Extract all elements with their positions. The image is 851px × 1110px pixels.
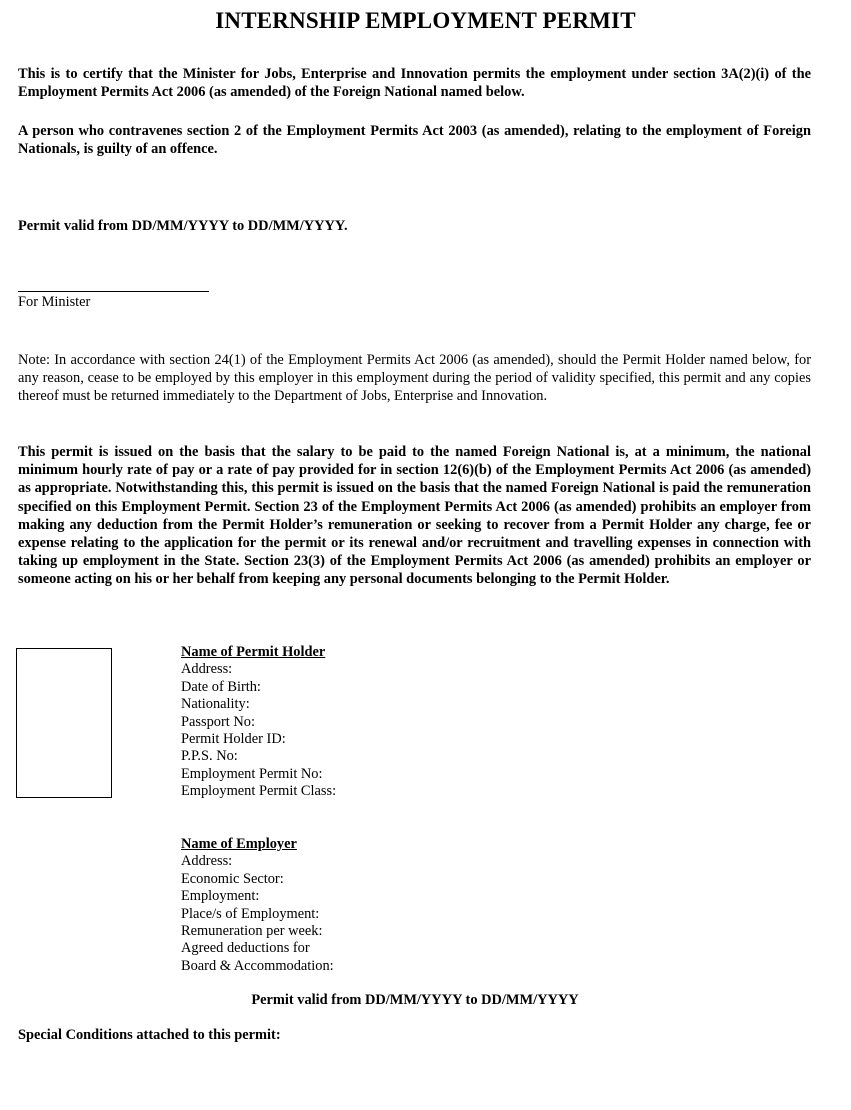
employer-heading: Name of Employer <box>181 836 297 852</box>
permit-holder-details <box>181 644 336 801</box>
permit-holder-dob: Date of Birth: <box>181 678 261 695</box>
signature-label: For Minister <box>18 294 91 310</box>
employment: Employment: <box>181 888 260 905</box>
places-of-employment: Place/s of Employment: <box>181 905 320 922</box>
signature-line <box>18 291 209 292</box>
permit-holder-nationality: Nationality: <box>181 696 250 713</box>
permit-validity-footer: Permit valid from DD/MM/YYYY to DD/MM/YYYY <box>251 992 579 1008</box>
offence-paragraph: A person who contravenes section 2 of the Employment Permits Act 2003 (as amended), relating to the employment of Foreign Nationals, is guilty of an offence. <box>18 123 811 158</box>
employment-permit-class: Employment Permit Class: <box>181 783 337 800</box>
certify-paragraph: This is to certify that the Minister for Jobs, Enterprise and Innovation permits the employment under section 3A(2)(i) of the Employment Permits Act 2006 (as amended) of the Foreign National named below. <box>18 66 811 101</box>
permit-holder-heading: Name of Permit Holder <box>181 644 326 660</box>
employment-permit-no: Employment Permit No: <box>181 765 323 782</box>
document-title: INTERNSHIP EMPLOYMENT PERMIT <box>215 8 636 33</box>
salary-paragraph: This permit is issued on the basis that the salary to be paid to the named Foreign National is, at a minimum, the national minimum hourly rate of pay or a rate of pay provided for in section 12(6)(b) of the Employment Permits Act 2006 (as amended) as appropriate. Notwithstanding this, this permit is issued on the basis that the named Foreign National is paid the remuneration specified on this Employment Permit. Section 23 of the Employment Permits Act 2006 (as amended) prohibits an employer from making any deduction from the Permit Holder’s remuneration or seeking to recover from a Permit Holder any charge, fee or expense relating to the application for the permit or its renewal and/or recruitment and travelling expenses in connection with taking up employment in the State. Section 23(3) of the Employment Permits Act 2006 (as amended) prohibits an employer or someone acting on his or her behalf from keeping any personal documents belonging to the Permit Holder. <box>18 444 811 588</box>
board-accommodation: Board & Accommodation: <box>181 957 334 974</box>
permit-holder-pps: P.P.S. No: <box>181 748 238 765</box>
permit-holder-id: Permit Holder ID: <box>181 731 286 748</box>
agreed-deductions: Agreed deductions for <box>181 940 310 957</box>
employer-address: Address: <box>181 853 233 870</box>
special-conditions-label: Special Conditions attached to this permit: <box>18 1027 281 1043</box>
employer-details <box>181 836 334 975</box>
note-paragraph: Note: In accordance with section 24(1) of the Employment Permits Act 2006 (as amended), should the Permit Holder named below, for any reason, cease to be employed by this employer in this employment during the period of validity specified, this permit and any copies thereof must be returned immediately to the Department of Jobs, Enterprise and Innovation. <box>18 352 811 405</box>
permit-holder-passport: Passport No: <box>181 713 255 730</box>
permit-holder-address: Address: <box>181 661 233 678</box>
economic-sector: Economic Sector: <box>181 870 284 887</box>
photo-placeholder <box>16 648 112 798</box>
permit-validity: Permit valid from DD/MM/YYYY to DD/MM/YYYY. <box>18 218 348 234</box>
remuneration-per-week: Remuneration per week: <box>181 923 323 940</box>
